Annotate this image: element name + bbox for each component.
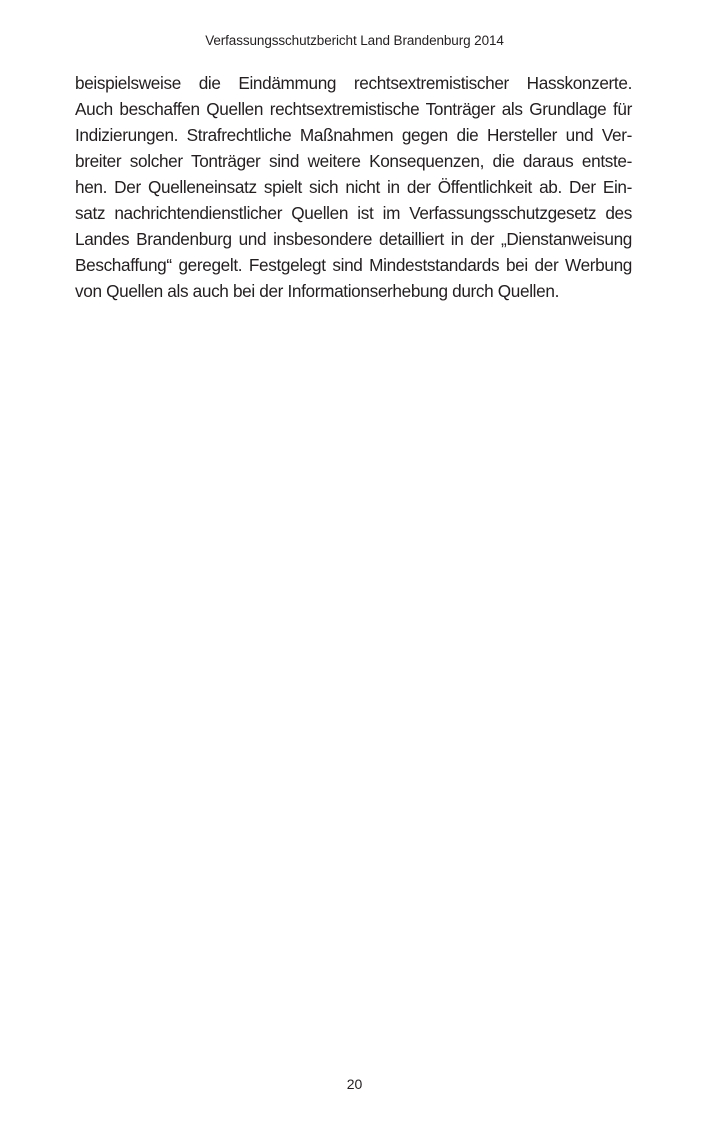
paragraph-line: von Quellen als auch bei der Informationserhebung durch Quellen.	[75, 281, 559, 301]
paragraph-line: Auch beschaffen Quellen rechtsextremistische Tonträger als Grundlage für	[75, 99, 632, 119]
paragraph-line: breiter solcher Tonträger sind weitere Konsequenzen, die daraus entste-	[75, 151, 632, 171]
paragraph-line: beispielsweise die Eindämmung rechtsextremistischer Hasskonzerte.	[75, 73, 632, 93]
running-header: Verfassungsschutzbericht Land Brandenburg 2014	[205, 33, 504, 48]
body-paragraph	[75, 70, 632, 304]
paragraph-line: hen. Der Quelleneinsatz spielt sich nicht in der Öffentlichkeit ab. Der Ein-	[75, 177, 632, 197]
paragraph-line: Beschaffung“ geregelt. Festgelegt sind Mindeststandards bei der Werbung	[75, 255, 632, 275]
page-number: 20	[346, 1076, 363, 1092]
paragraph-line: satz nachrichtendienstlicher Quellen ist im Verfassungsschutzgesetz des	[75, 203, 632, 223]
paragraph-line: Landes Brandenburg und insbesondere detailliert in der „Dienstanweisung	[75, 229, 632, 249]
paragraph-line: Indizierungen. Strafrechtliche Maßnahmen gegen die Hersteller und Ver-	[75, 125, 632, 145]
